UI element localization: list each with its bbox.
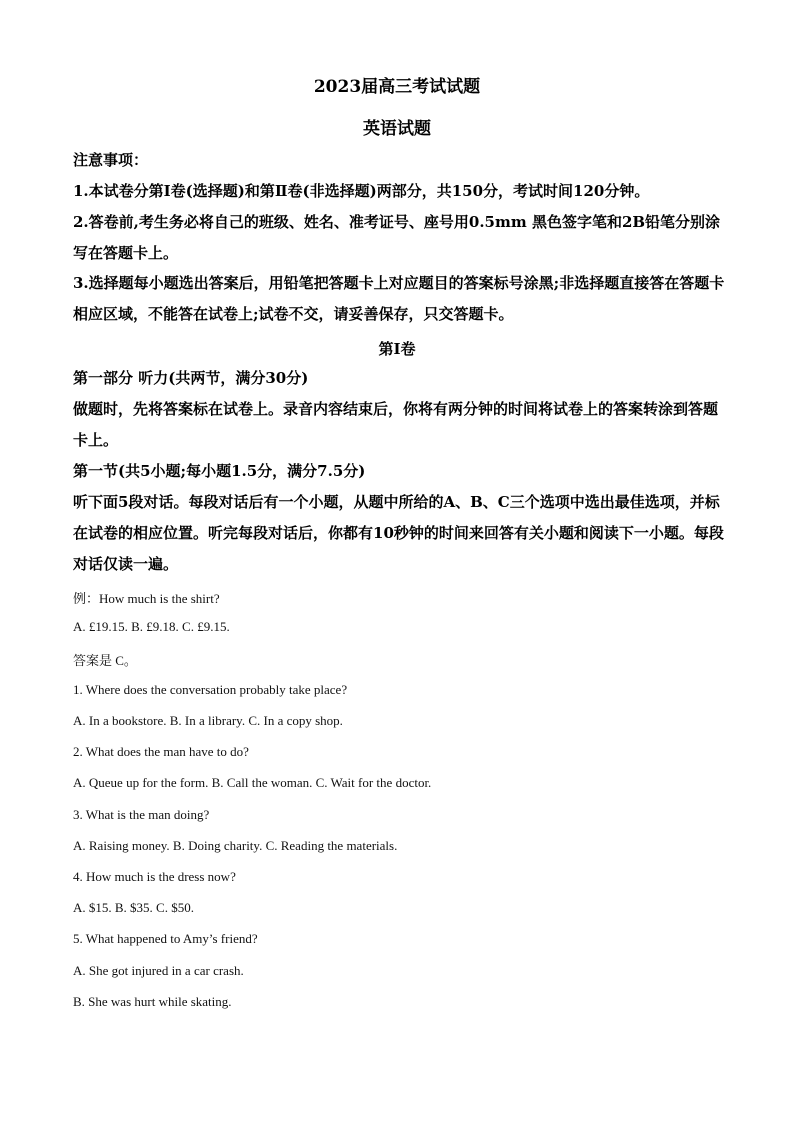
question-5-option-b: B. She was hurt while skating. [73, 994, 232, 1009]
question-1-options: A. In a bookstore. B. In a library. C. In a copy shop. [73, 713, 343, 728]
question-2-options: A. Queue up for the form. B. Call the woman. C. Wait for the doctor. [73, 775, 432, 790]
example-options: A. £19.15. B. £9.18. C. £9.15. [73, 619, 230, 634]
question-2: 2. What does the man have to do? [73, 744, 249, 759]
example-answer: 答案是 C。 [73, 653, 137, 668]
notice-item-1: 1.本试卷分第Ⅰ卷(选择题)和第Ⅱ卷(非选择题)两部分，共150分，考试时间120分钟。 [73, 182, 650, 200]
notice-item-2: 2.答卷前,考生务必将自己的班级、姓名、准考证号、座号用0.5mm 黑色签字笔和2B铅笔分别涂写在答题卡上。 [73, 213, 721, 262]
volume-heading: 第Ⅰ卷 [378, 340, 416, 358]
page-title: 2023届高三考试试题 [313, 77, 481, 97]
question-4-options: A. $15. B. $35. C. $50. [73, 900, 194, 915]
question-1: 1. Where does the conversation probably take place? [73, 682, 348, 697]
section1-description: 听下面5段对话。每段对话后有一个小题，从题中所给的A、B、C三个选项中选出最佳选项，并标在试卷的相应位置。听完每段对话后，你都有10秒钟的时间来回答有关小题和阅读下一小题。每段对话仅读一遍。 [73, 493, 724, 573]
part1-description: 做题时，先将答案标在试卷上。录音内容结束后，你将有两分钟的时间将试卷上的答案转涂到答题卡上。 [73, 400, 719, 449]
page-subtitle: 英语试题 [363, 119, 431, 139]
section1-heading: 第一节(共5小题;每小题1.5分，满分7.5分) [73, 462, 366, 480]
question-3: 3. What is the man doing? [73, 807, 210, 822]
question-4: 4. How much is the dress now? [73, 869, 236, 884]
notice-heading: 注意事项： [73, 151, 149, 169]
example-question: 例：How much is the shirt? [73, 591, 220, 606]
notice-item-3: 3.选择题每小题选出答案后，用铅笔把答题卡上对应题目的答案标号涂黑;非选择题直接答在答题卡相应区域，不能答在试卷上;试卷不交，请妥善保存，只交答题卡。 [73, 274, 725, 323]
part1-heading: 第一部分 听力(共两节，满分30分) [73, 369, 309, 387]
question-3-options: A. Raising money. B. Doing charity. C. Reading the materials. [73, 838, 398, 853]
question-5: 5. What happened to Amy’s friend? [73, 931, 258, 946]
question-5-option-a: A. She got injured in a car crash. [73, 963, 244, 978]
